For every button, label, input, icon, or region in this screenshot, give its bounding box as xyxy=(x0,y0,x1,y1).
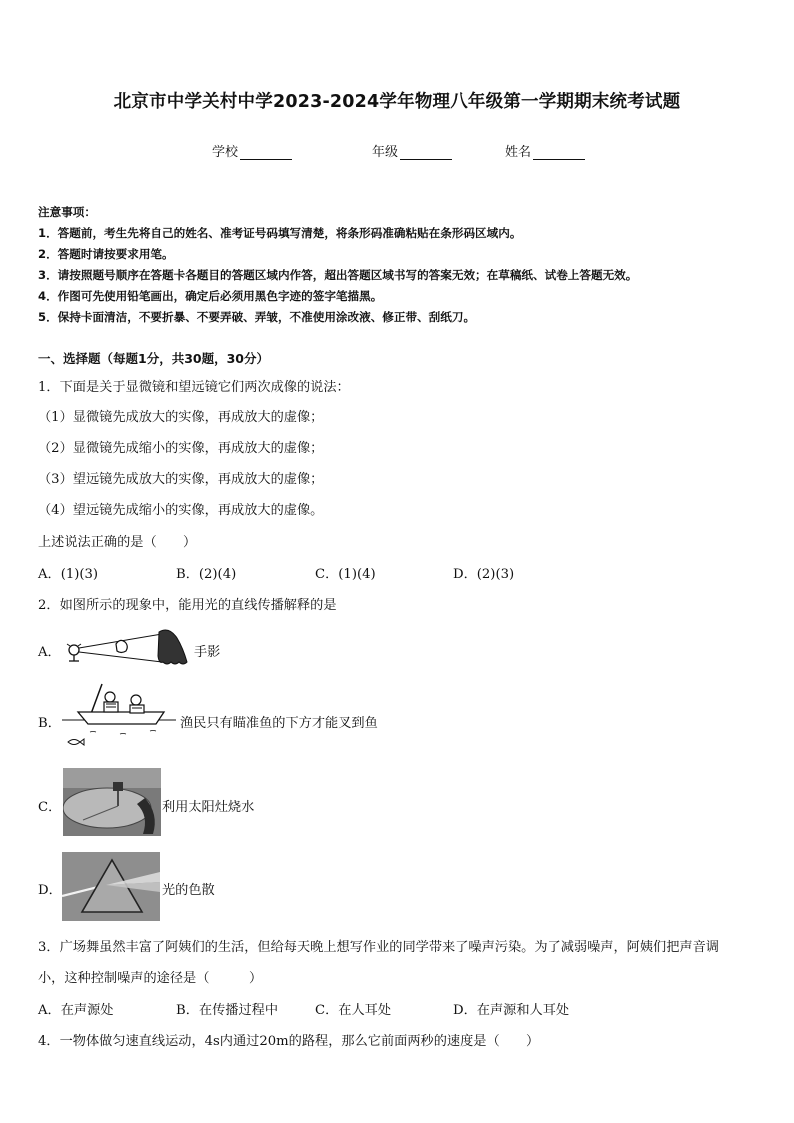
name-blank xyxy=(533,145,585,160)
q3-option-d: D．在声源和人耳处 xyxy=(453,1003,570,1018)
school-blank xyxy=(240,145,292,160)
school-field xyxy=(212,141,292,160)
q1-option-d: D．(2)(3) xyxy=(453,567,515,582)
note-item: 2．答题时请按要求用笔。 xyxy=(38,247,174,261)
shadow-icon xyxy=(158,630,187,664)
q2-option-d-letter: D． xyxy=(38,883,62,898)
boat-icon xyxy=(78,712,164,724)
q2-option-d-caption: 光的色散 xyxy=(162,883,215,898)
dish-icon xyxy=(63,788,151,828)
section-heading: 一、选择题（每题1分，共30题，30分） xyxy=(38,351,269,366)
q1-option-c: C．(1)(4) xyxy=(315,567,376,582)
name-field xyxy=(505,141,585,160)
q1-statement: （3）望远镜先成放大的实像，再成放大的虚像； xyxy=(38,472,324,487)
q2-option-c-letter: C． xyxy=(38,800,62,815)
exam-title: 北京市中学关村中学2023-2024学年物理八年级第一学期期末统考试题 xyxy=(113,92,681,112)
q2-option-b-caption: 渔民只有瞄准鱼的下方才能叉到鱼 xyxy=(180,716,378,731)
q2-option-a-caption: 手影 xyxy=(194,645,221,660)
kettle-icon xyxy=(113,782,123,791)
q1-question: 上述说法正确的是（ ） xyxy=(38,535,197,550)
q3-stem-line1: 3．广场舞虽然丰富了阿姨们的生活，但给每天晚上想写作业的同学带来了噪声污染。为了减弱噪声，阿姨们把声音调 xyxy=(38,940,719,955)
q2-option-a-letter: A． xyxy=(38,645,61,660)
q1-option-a: A．(1)(3) xyxy=(38,567,99,582)
q2-option-b-letter: B． xyxy=(38,716,61,731)
q1-statement: （1）显微镜先成放大的实像，再成放大的虚像； xyxy=(38,410,324,425)
q1-statement: （2）显微镜先成缩小的实像，再成放大的虚像； xyxy=(38,441,324,456)
q2-option-c-caption: 利用太阳灶烧水 xyxy=(162,800,255,815)
q3-option-a: A．在声源处 xyxy=(38,1003,114,1018)
notes-heading: 注意事项： xyxy=(38,205,96,219)
grade-blank xyxy=(400,145,452,160)
note-item: 1．答题前，考生先将自己的姓名、准考证号码填写清楚，将条形码准确粘贴在条形码区域内。 xyxy=(38,226,522,240)
q2-stem: 2．如图所示的现象中，能用光的直线传播解释的是 xyxy=(38,598,337,613)
prism-photo xyxy=(62,852,160,921)
fisherman-figure xyxy=(60,682,178,752)
q3-option-c: C．在人耳处 xyxy=(315,1003,392,1018)
q3-option-b: B．在传播过程中 xyxy=(176,1003,279,1018)
lamp-icon xyxy=(69,645,79,655)
name-label: 姓名 xyxy=(505,145,532,160)
fish-icon xyxy=(68,739,84,745)
note-item: 3．请按照题号顺序在答题卡各题目的答题区域内作答，超出答题区域书写的答案无效；在草稿纸、试卷上答题无效。 xyxy=(38,268,638,282)
note-item: 4．作图可先使用铅笔画出，确定后必须用黑色字迹的签字笔描黑。 xyxy=(38,289,383,303)
hand-shadow-figure xyxy=(64,628,192,670)
q1-stem: 1．下面是关于显微镜和望远镜它们两次成像的说法： xyxy=(38,380,350,395)
q4-stem: 4．一物体做匀速直线运动，4s内通过20m的路程，那么它前面两秒的速度是（ ） xyxy=(38,1034,540,1049)
q1-option-b: B．(2)(4) xyxy=(176,567,237,582)
school-label: 学校 xyxy=(212,145,239,160)
note-item: 5．保持卡面清洁，不要折暴、不要弄破、弄皱，不准使用涂改液、修正带、刮纸刀。 xyxy=(38,310,476,324)
solar-cooker-photo xyxy=(63,768,161,836)
grade-field xyxy=(372,141,452,160)
q1-statement: （4）望远镜先成缩小的实像，再成放大的虚像。 xyxy=(38,503,324,518)
grade-label: 年级 xyxy=(372,145,399,160)
q3-stem-line2: 小，这种控制噪声的途径是（ ） xyxy=(38,971,263,986)
hand-icon xyxy=(116,640,127,652)
